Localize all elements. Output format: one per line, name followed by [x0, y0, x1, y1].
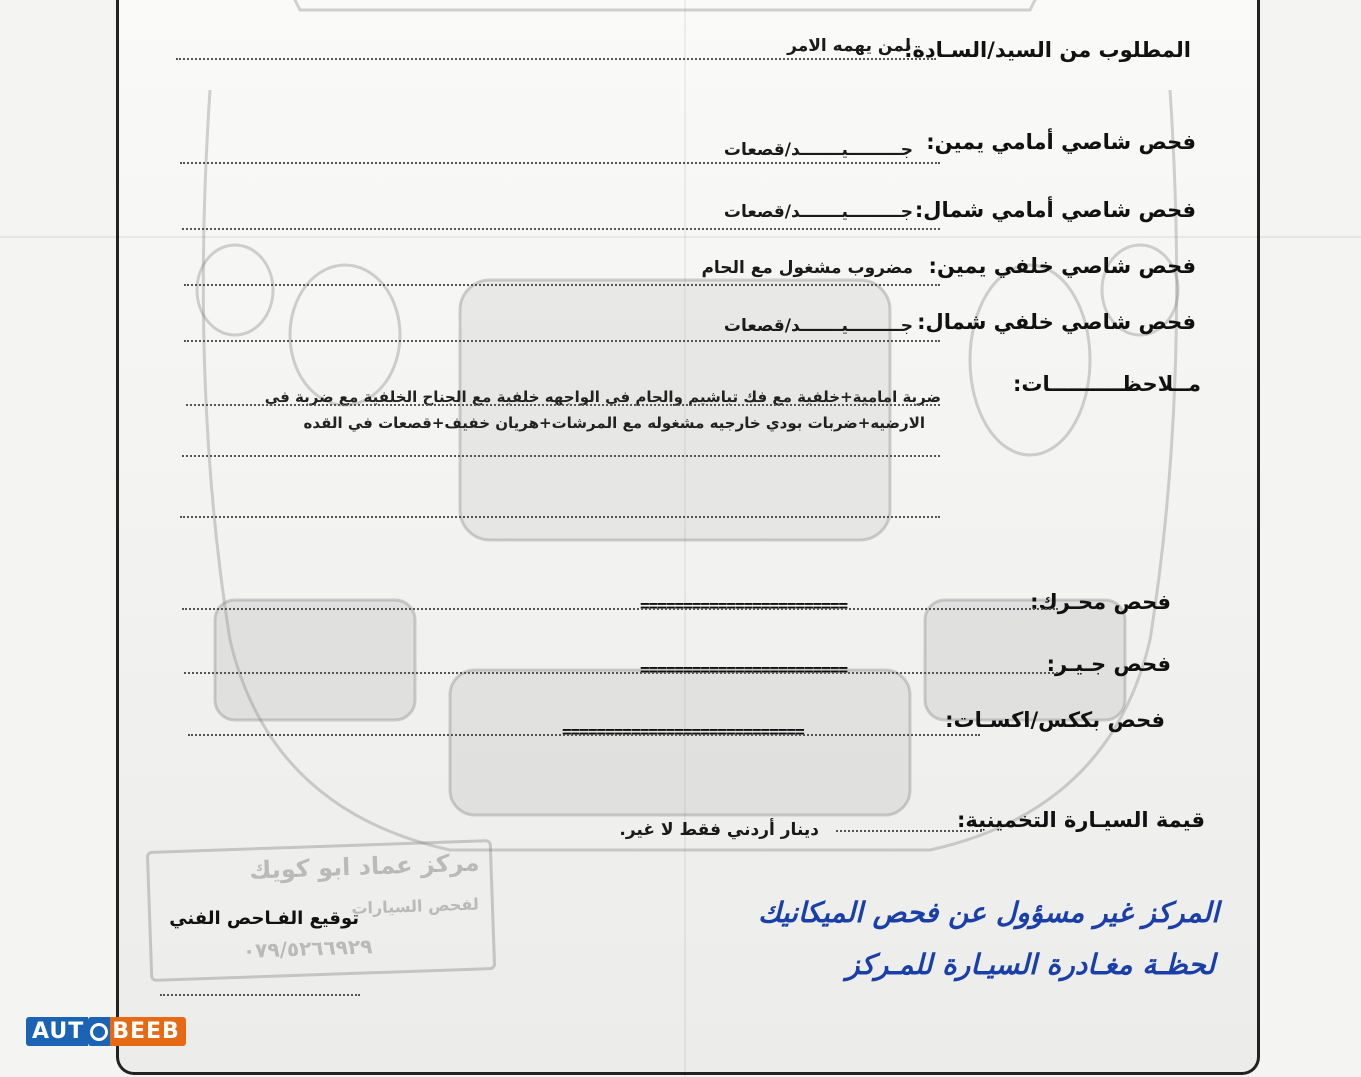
- stamp-subtitle: لفحص السيارات: [351, 894, 480, 918]
- engine-check-label: فحص محـرك:: [1030, 590, 1171, 614]
- front-left-chassis-label: فحص شاصي أمامي شمال:: [914, 198, 1196, 222]
- technician-signature-line: [160, 994, 360, 996]
- disclaimer-line-1: المركز غير مسؤول عن فحص الميكانيك: [758, 896, 1219, 929]
- rear-right-chassis-label: فحص شاصي خلفي يمين:: [928, 254, 1196, 278]
- axles-check-label: فحص بككس/اكسـات:: [945, 708, 1165, 732]
- axles-check-line: [188, 734, 980, 736]
- notes-rule-2: [182, 455, 940, 457]
- requested-from-line: [176, 58, 936, 60]
- requested-from-value: لمن يهمه الامر: [787, 36, 911, 56]
- gear-check-line: [184, 672, 1058, 674]
- rear-left-chassis-value: جـــــــــيـــــــد/قصعات: [723, 316, 913, 336]
- engine-check-line: [182, 608, 1058, 610]
- gear-check-value: ========================: [640, 660, 848, 679]
- disclaimer-line-2: لحظـة مغـادرة السيـارة للمـركز: [845, 948, 1215, 981]
- engine-check-value: ========================: [640, 596, 848, 615]
- rear-right-chassis-value: مضروب مشغول مع الحام: [701, 258, 913, 278]
- rear-left-chassis-line: [184, 340, 940, 342]
- front-right-chassis-label: فحص شاصي أمامي يمين:: [926, 130, 1196, 154]
- notes-label: مــلاحظــــــــــات:: [1012, 372, 1201, 396]
- estimated-value-text: دينار أردني فقط لا غير.: [619, 820, 819, 840]
- axles-check-value: ============================: [562, 722, 804, 741]
- front-right-chassis-line: [180, 162, 940, 164]
- wheel-icon: [90, 1023, 108, 1041]
- notes-line-1: ضربة امامية+خلفية مع فك تباشيم والحام في الواجهه خلفية مع الجناح الخلفية مع ضربة في: [264, 388, 941, 406]
- notes-line-2: الارضيه+ضربات بودي خارجيه مشغوله مع المرشات+هريان خفيف+قصعات في القده: [303, 414, 925, 432]
- estimated-value-line: [836, 830, 982, 832]
- technician-signature-label: توقيع الفـاحص الفني: [169, 908, 359, 929]
- front-right-chassis-value: جـــــــــيـــــــد/قصعات: [723, 140, 913, 160]
- front-left-chassis-value: جـــــــــيـــــــد/قصعات: [723, 202, 913, 222]
- front-left-chassis-line: [182, 228, 940, 230]
- rear-left-chassis-label: فحص شاصي خلفي شمال:: [917, 310, 1196, 334]
- requested-from-label: المطلوب من السيد/السـادة:: [904, 38, 1191, 62]
- logo-text-end: BEEB: [110, 1017, 186, 1046]
- estimated-value-label: قيمة السيـارة التخمينية:: [956, 808, 1205, 832]
- logo-text-start: AUT: [26, 1017, 88, 1046]
- stamp-phone: ٠٧٩/٥٢٦٦٩٢٩: [242, 934, 373, 963]
- stamp-center-name: مركز عماد ابو كويك: [248, 848, 480, 885]
- gear-check-label: فحص جـيـر:: [1046, 652, 1171, 676]
- notes-rule-1: [186, 404, 940, 406]
- autobeeb-watermark-logo: [26, 1016, 186, 1046]
- notes-rule-3: [180, 516, 940, 518]
- rear-right-chassis-line: [184, 284, 940, 286]
